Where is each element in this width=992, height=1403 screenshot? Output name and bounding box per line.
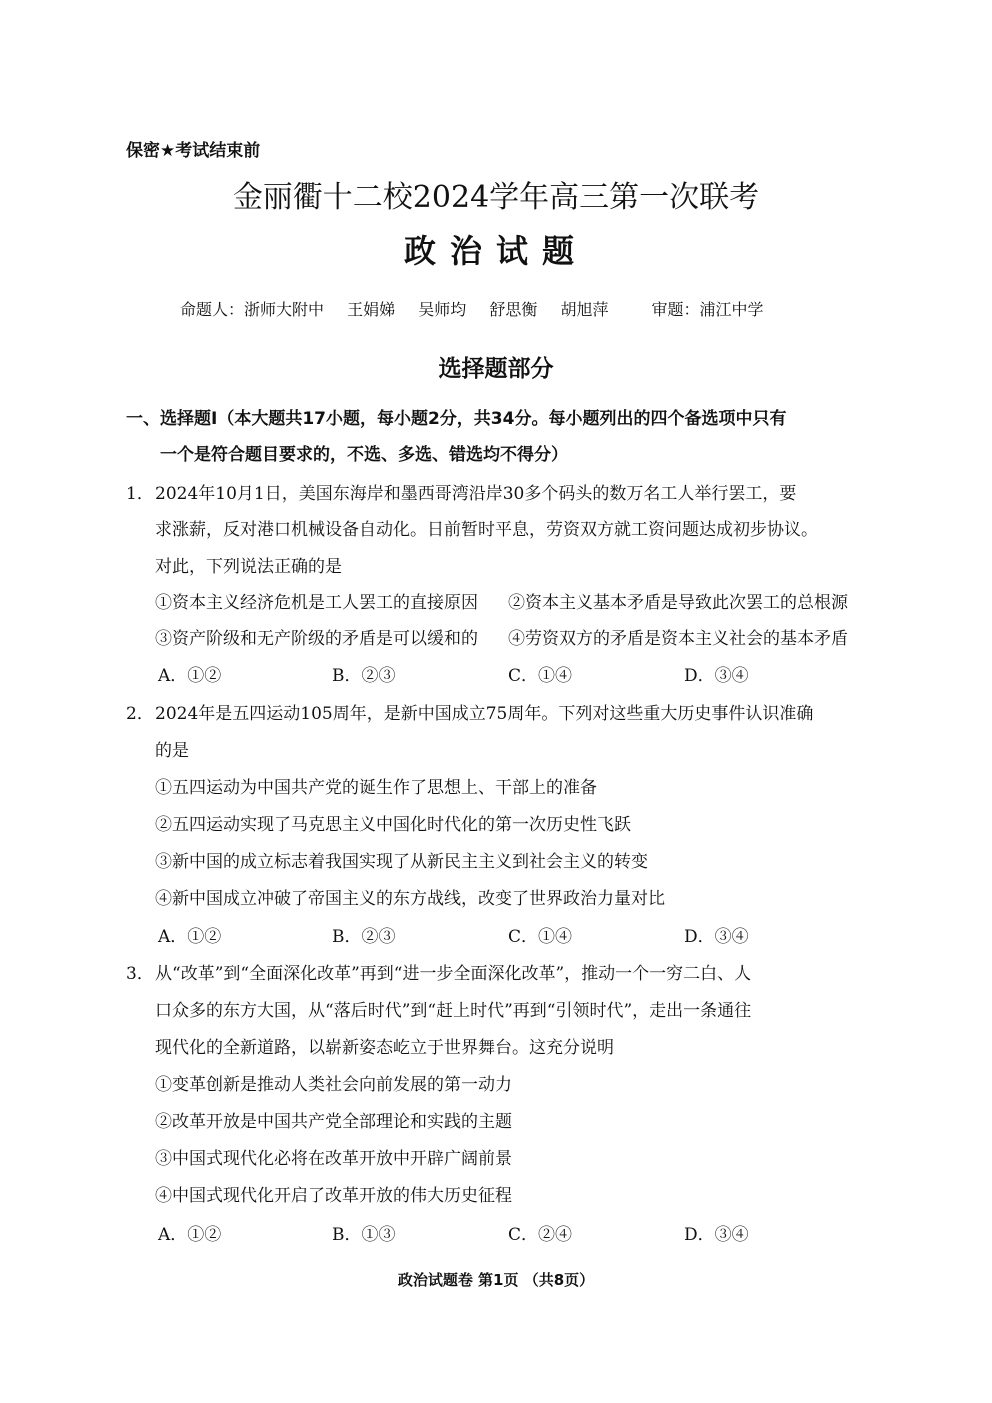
option-d[interactable]: D．③④: [684, 666, 749, 686]
author-name: 王娟娣: [347, 300, 396, 319]
statement-4: ④劳资双方的矛盾是资本主义社会的基本矛盾: [508, 629, 848, 649]
option-d[interactable]: D．③④: [684, 1225, 749, 1245]
statement-3: ③新中国的成立标志着我国实现了从新民主主义到社会主义的转变: [155, 852, 648, 872]
option-b[interactable]: B．②③: [332, 666, 396, 686]
author-name: 胡旭萍: [560, 300, 609, 319]
statement-1: ①变革创新是推动人类社会向前发展的第一动力: [155, 1075, 512, 1095]
question-stem-line: 从“改革”到“全面深化改革”再到“进一步全面深化改革”，推动一个一穷二白、人: [155, 964, 752, 984]
question-number: 3．: [126, 964, 154, 984]
subject-title: 政治试题: [403, 232, 588, 270]
statement-4: ④中国式现代化开启了改革开放的伟大历史征程: [155, 1186, 512, 1206]
question-stem-line: 的是: [155, 741, 189, 761]
author-name: 舒思衡: [489, 300, 538, 319]
question-stem-line: 现代化的全新道路，以崭新姿态屹立于世界舞台。这充分说明: [155, 1038, 614, 1058]
statement-3: ③中国式现代化必将在改革开放中开辟广阔前景: [155, 1149, 512, 1169]
option-a[interactable]: A．①②: [158, 666, 222, 686]
section-instructions-line-2: 一个是符合题目要求的，不选、多选、错选均不得分）: [160, 445, 568, 465]
option-c[interactable]: C．①④: [508, 666, 573, 686]
section-instructions-line-1: 一、选择题Ⅰ（本大题共17小题，每小题2分，共34分。每小题列出的四个备选项中只有: [126, 409, 787, 429]
reviewer: 审题：浦江中学: [651, 300, 764, 319]
confidential-label: 保密★考试结束前: [126, 141, 261, 161]
option-b[interactable]: B．①③: [332, 1225, 396, 1245]
question-stem-line: 口众多的东方大国，从“落后时代”到“赶上时代”再到“引领时代”，走出一条通往: [155, 1001, 752, 1021]
statement-2: ②五四运动实现了马克思主义中国化时代化的第一次历史性飞跃: [155, 815, 631, 835]
statement-1: ①资本主义经济危机是工人罢工的直接原因: [155, 593, 478, 613]
option-c[interactable]: C．②④: [508, 1225, 573, 1245]
statement-2: ②资本主义基本矛盾是导致此次罢工的总根源: [508, 593, 848, 613]
statement-1: ①五四运动为中国共产党的诞生作了思想上、干部上的准备: [155, 778, 597, 798]
statement-4: ④新中国成立冲破了帝国主义的东方战线，改变了世界政治力量对比: [155, 889, 665, 909]
option-a[interactable]: A．①②: [158, 927, 222, 947]
question-stem-line: 2024年10月1日，美国东海岸和墨西哥湾沿岸30多个码头的数万名工人举行罢工，要: [155, 484, 797, 504]
question-number: 2．: [126, 704, 154, 724]
statement-3: ③资产阶级和无产阶级的矛盾是可以缓和的: [155, 629, 478, 649]
question-number: 1．: [126, 484, 154, 504]
statement-2: ②改革开放是中国共产党全部理论和实践的主题: [155, 1112, 512, 1132]
part-title: 选择题部分: [438, 355, 554, 382]
question-stem-line: 2024年是五四运动105周年，是新中国成立75周年。下列对这些重大历史事件认识准确: [155, 704, 814, 724]
option-d[interactable]: D．③④: [684, 927, 749, 947]
question-stem-line: 对此，下列说法正确的是: [155, 557, 342, 577]
question-stem-line: 求涨薪，反对港口机械设备自动化。日前暂时平息，劳资双方就工资问题达成初步协议。: [155, 520, 818, 540]
author-name: 吴师均: [418, 300, 467, 319]
authors-line: [180, 297, 782, 320]
option-c[interactable]: C．①④: [508, 927, 573, 947]
authors-label: 命题人：浙师大附中: [180, 300, 325, 319]
option-a[interactable]: A．①②: [158, 1225, 222, 1245]
exam-title: 金丽衢十二校2024学年高三第一次联考: [232, 180, 760, 215]
option-b[interactable]: B．②③: [332, 927, 396, 947]
page-footer: 政治试题卷 第1页 （共8页）: [397, 1271, 595, 1289]
